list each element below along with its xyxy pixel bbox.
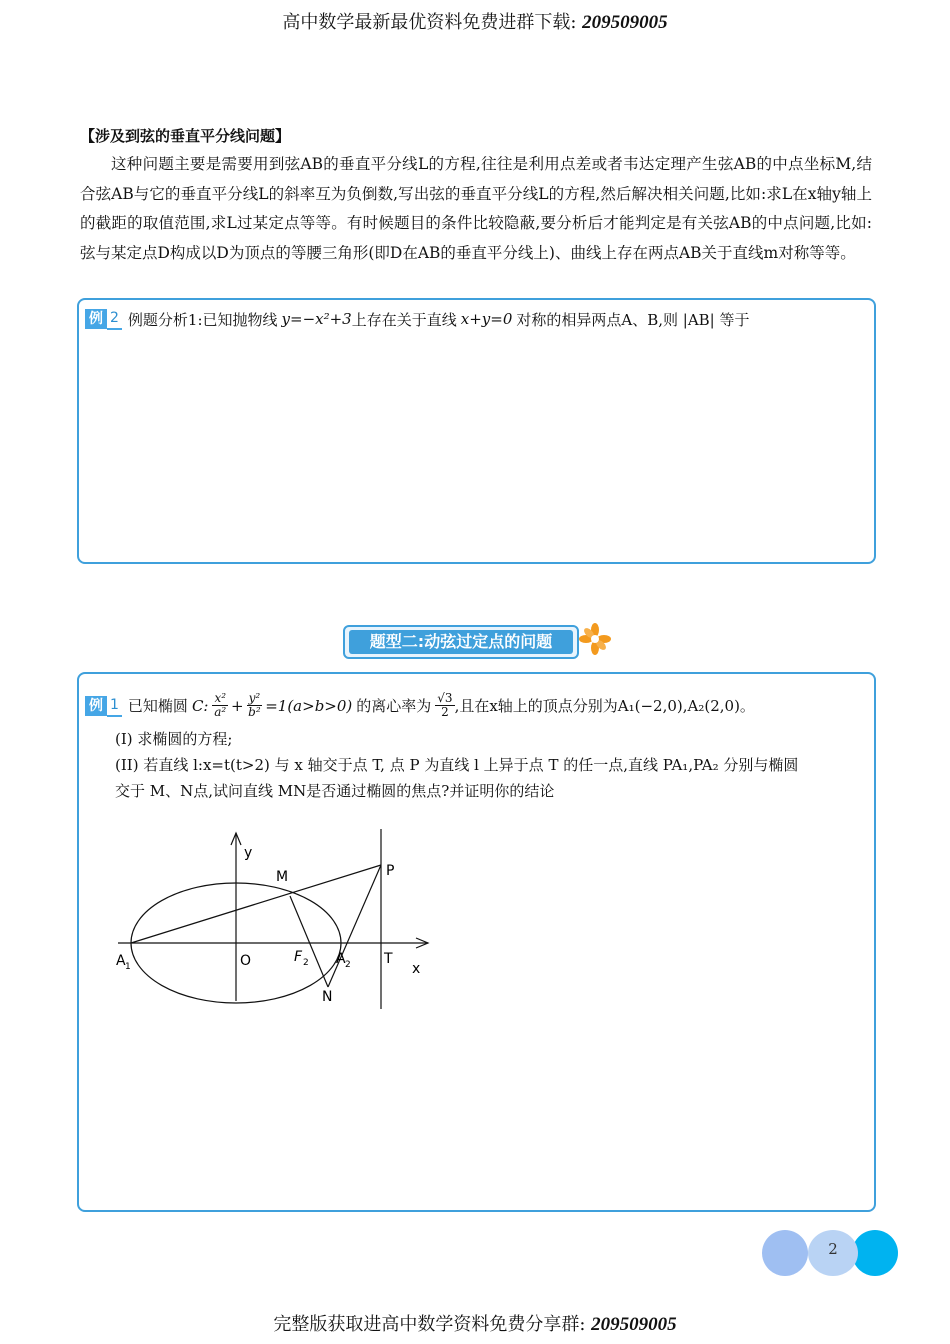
page-dot-left bbox=[762, 1230, 808, 1276]
label-a2: A bbox=[336, 951, 346, 967]
frac-y-den: b² bbox=[248, 705, 261, 719]
frac-ecc-den: 2 bbox=[441, 705, 449, 719]
label-o: O bbox=[240, 953, 252, 969]
frac-x-num: x² bbox=[214, 691, 227, 705]
frac-y-num: y² bbox=[248, 691, 261, 705]
label-a2-sub: 2 bbox=[345, 960, 351, 970]
label-m: M bbox=[276, 869, 289, 885]
flower-icon bbox=[578, 622, 612, 656]
example-2-tag bbox=[85, 308, 750, 330]
line-pa1 bbox=[131, 865, 381, 943]
label-p: P bbox=[386, 863, 395, 879]
label-a1: A bbox=[116, 953, 126, 969]
line-pa2 bbox=[328, 865, 381, 987]
fraction-ecc bbox=[435, 692, 454, 719]
label-n: N bbox=[322, 989, 333, 1005]
page-footer bbox=[0, 1310, 950, 1336]
example-label: 例 bbox=[85, 309, 107, 329]
fraction-y bbox=[247, 692, 263, 719]
vertex-text: ,且在x轴上的顶点分别为A₁(−2,0),A₂(2,0)。 bbox=[454, 697, 755, 715]
section-paragraph: 这种问题主要是需要用到弦AB的垂直平分线L的方程,往往是利用点差或者韦达定理产生弦AB的中点坐标M,结合弦AB与它的垂直平分线L的斜率互为负倒数,写出弦的垂直平分线L的方程,然后解决相关问题,比如:求L在x轴y轴上的截距的取值范围,求L过某定点等等。有时候题目的条件比较隐蔽,要分析后才能判定是有关弦AB的中点问题,比如:弦与某定点D构成以D为顶点的等腰三角形(即D在AB的垂直平分线上)、曲线上存在两点AB关于直线m对称等等。 bbox=[80, 155, 872, 262]
section-banner bbox=[343, 625, 579, 659]
frac-ecc-num: √3 bbox=[437, 691, 453, 705]
ellipse-figure bbox=[110, 825, 440, 1015]
label-a1-sub: 1 bbox=[125, 962, 131, 972]
ecc-text: 的离心率为 bbox=[356, 697, 432, 715]
example-label: 例 bbox=[85, 696, 107, 716]
frac-x-den: a² bbox=[214, 705, 227, 719]
eq-rest: =1(a>b>0) bbox=[265, 696, 353, 715]
label-f2-sub: 2 bbox=[303, 958, 309, 968]
example-2-box bbox=[77, 298, 876, 564]
curve-name: C: bbox=[191, 696, 209, 715]
example-number: 2 bbox=[107, 308, 122, 330]
fraction-x bbox=[212, 692, 228, 719]
example-number: 1 bbox=[107, 695, 122, 717]
example-2-text-pre: 例题分析1:已知抛物线 bbox=[127, 310, 278, 329]
label-t: T bbox=[384, 951, 393, 967]
page-header bbox=[0, 8, 950, 34]
example-2-text-post: 对称的相异两点A、B,则 |AB| 等于 bbox=[516, 310, 750, 329]
header-text: 高中数学最新最优资料免费进群下载: bbox=[282, 12, 577, 33]
part-2-line-1: (II) 若直线 l:x=t(t>2) 与 x 轴交于点 T, 点 P 为直线 l 上异于点 T 的任一点,直线 PA₁,PA₂ 分别与椭圆 bbox=[115, 756, 799, 774]
page-number: 2 bbox=[828, 1240, 838, 1258]
header-number: 209509005 bbox=[582, 12, 668, 33]
example-2-line-eq: x+y=0 bbox=[460, 310, 513, 328]
footer-number: 209509005 bbox=[591, 1314, 677, 1335]
example-2-equation: y=−x²+3 bbox=[281, 310, 352, 328]
label-x: x bbox=[412, 961, 421, 977]
label-y: y bbox=[244, 845, 253, 861]
example-2-text-mid: 上存在关于直线 bbox=[351, 310, 457, 329]
line-mn bbox=[290, 896, 328, 987]
section-title: 【涉及到弦的垂直平分线问题】 bbox=[80, 127, 291, 145]
banner-title: 题型二:动弦过定点的问题 bbox=[349, 630, 573, 654]
part-2-line-2: 交于 M、N点,试问直线 MN是否通过椭圆的焦点?并证明你的结论 bbox=[115, 782, 555, 800]
part-1: (I) 求椭圆的方程; bbox=[115, 730, 233, 748]
example-1-intro: 已知椭圆 bbox=[127, 697, 188, 715]
example-1-tag bbox=[85, 692, 755, 719]
page-dot-right bbox=[852, 1230, 898, 1276]
plus-sign: + bbox=[231, 696, 244, 715]
label-f2: F bbox=[294, 949, 303, 965]
footer-text: 完整版获取进高中数学资料免费分享群: bbox=[273, 1314, 586, 1335]
